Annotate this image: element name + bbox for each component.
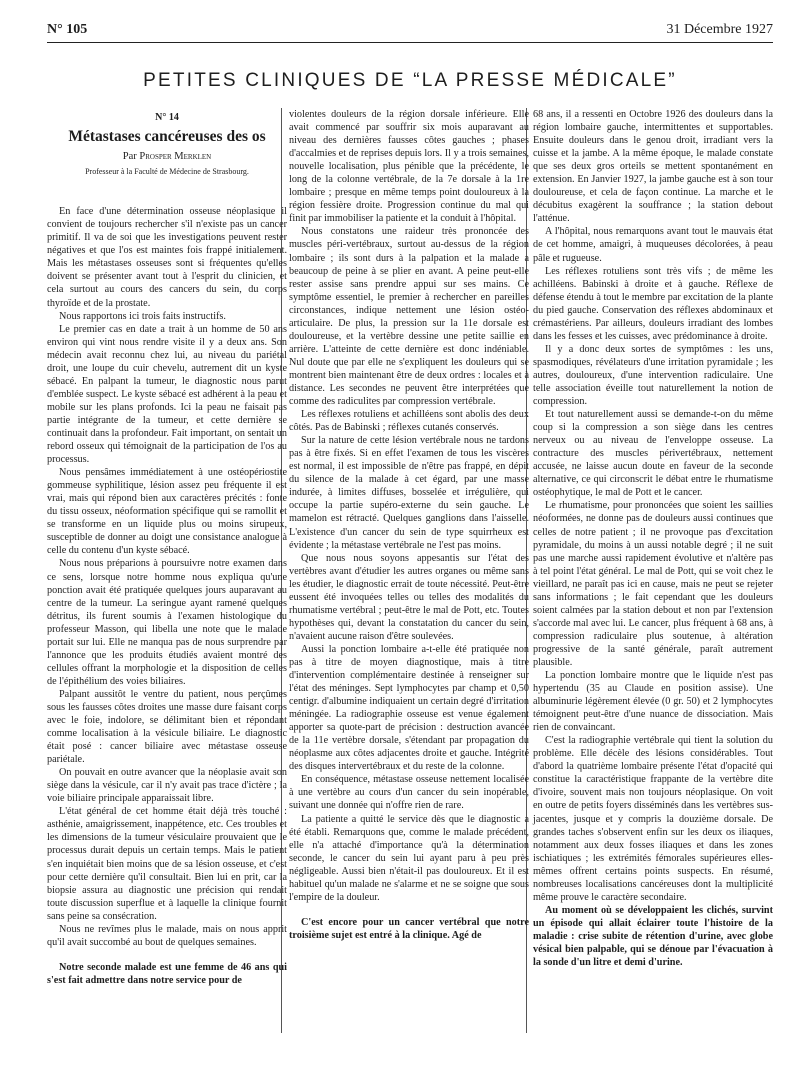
article-number: N° 14 bbox=[155, 112, 179, 123]
byline-prefix: Par bbox=[122, 151, 137, 163]
series-title: PETITES CLINIQUES DE “LA PRESSE MÉDICALE” bbox=[143, 70, 677, 91]
paragraph: Nous pensâmes immédiatement à une ostéopériostite gommeuse syphilitique, lésion assez peu fréquente il est vrai, mais qui répond bien aux caractères précités : fonte du tissu osseux, néoformation spécifique qui se ramollit et se transforme en un liquide plus ou moins sirupeux, susceptible de donner au doigt une consistance analogue à celle du contenu d'un kyste sébacé. bbox=[47, 467, 287, 557]
paragraph: Palpant aussitôt le ventre du patient, nous perçûmes sous les fausses côtes droites une masse dure faisant corps avec le foie, indolore, se délimitant bien et répondant comme localisation à la vésicule biliaire. Le diagnostic était posé : cancer biliaire avec métastase osseuse pariétale. bbox=[47, 688, 287, 766]
column-3 bbox=[533, 108, 773, 969]
paragraph: Les réflexes rotuliens sont très vifs ; de même les achilléens. Babinski à droite et à gauche. Réflexe de défense étendu à tout le membre par excitation de la plante du pied gauche. Conservation des réflexes abdominaux et crémastériens. Par ailleurs, douleurs irradiant des lombes dans les fesses et les cuisses, avec prédominance à droite. bbox=[533, 265, 773, 342]
paragraph: Le premier cas en date a trait à un homme de 50 ans environ qui vint nous rendre visite il y a deux ans. Son médecin avait reconnu chez lui, au niveau du pariétal droit, une loupe du cuir chevelu, autrement dit un kyste sébacé. En palpant la tumeur, le diagnostic nous parut d'emblée suspect. Le kyste sébacé est adhérent à la peau et mobile sur les plans profonds. Ici la peau ne faisait pas partie intégrante de la tumeur, et cette dernière se continuait dans la profondeur. Fait important, on sentait un rebord osseux qui témoignait de la participation de l'os au processus. bbox=[47, 323, 287, 466]
issue-number: N° 105 bbox=[47, 22, 88, 37]
paragraph-case-3-intro: C'est encore pour un cancer vertébral que notre troisième sujet est entré à la clinique. Agé de bbox=[289, 916, 529, 941]
paragraph: A l'hôpital, nous remarquons avant tout le mauvais état de cet homme, amaigri, à muqueuses décolorées, à peau pâle et rugueuse. bbox=[533, 226, 773, 264]
author-name: Prosper Merklen bbox=[139, 151, 212, 163]
paragraph: Nous ne revîmes plus le malade, mais on nous apprit qu'il avait succombé au bout de quelques semaines. bbox=[47, 923, 287, 948]
paragraph: Sur la nature de cette lésion vertébrale nous ne tardons pas à être fixés. Si en effet l'examen de tous les viscères est normal, il est impossible de n'être pas frappé, en dépit du silence de la malade à cet égard, par une masse indurée, à limites diffuses, bosselée et irrégulière, qui occupe la partie supéro-externe du sein gauche. Le mamelon est rétracté. Quelques ganglions dans l'aisselle. L'existence d'un cancer du sein de type squirrheux est évidente ; la métastase vertébrale ne l'est pas moins. bbox=[289, 435, 529, 551]
paragraph: Nous nous préparions à poursuivre notre examen dans ce sens, lorsque notre homme nous expliqua qu'une ponction avait été pratiquée quelques jours auparavant au centre de la tumeur. La seringue ayant ramené quelques détritus, ils furent soumis à l'examen histologique du professeur Masson, qui libella une note que le malade portait sur lui. Elle ne manqua pas de nous surprendre par l'annonce que les produits étudiés avaient montré des cellules offrant la morphologie et la disposition de celles de l'épithélium des voies biliaires. bbox=[47, 558, 287, 687]
paragraph: Et tout naturellement aussi se demande-t-on du même coup si la compression a son siège dans les centres nerveux ou au niveau de l'enveloppe osseuse. La contracture des muscles périvertébraux, nettement accusée, ne laisse aucun doute en faveur de la seconde alternative, ce qui circonscrit le débat entre le rhumatisme ostéophytique, le mal de Pott et le cancer. bbox=[533, 409, 773, 499]
page-header bbox=[47, 22, 773, 43]
paragraph: Les réflexes rotuliens et achilléens sont abolis des deux côtés. Pas de Babinski ; réflexes cutanés conservés. bbox=[289, 409, 529, 434]
paragraph: Au moment où se développaient les clichés, survint un épisode qui allait éclairer toute l'histoire de la maladie : crise subite de rétention d'urine, avec globe vésical bien palpable, qui se dénoue par l'évacuation à la sonde d'un litre et demi d'urine. bbox=[533, 904, 773, 969]
column-1 bbox=[47, 108, 287, 1040]
paragraph: La patiente a quitté le service dès que le diagnostic a été établi. Remarquons que, comme le malade précédent, elle n'a attaché d'importance qu'à la détermination seconde, le cancer du sein lui ayant paru à peu près négligeable. Aussi bien n'était-il pas douloureux. Et il est habituel qu'un malade ne s'alarme et ne se soigne que sous l'empire de la douleur. bbox=[289, 813, 529, 903]
paragraph: Nous rapportons ici trois faits instructifs. bbox=[59, 310, 226, 322]
issue-date: 31 Décembre 1927 bbox=[666, 22, 773, 37]
paragraph: Il y a donc deux sortes de symptômes : les uns, spasmodiques, révélateurs d'une irritation pyramidale ; les autres, douloureux, d'une intervention radiculaire. Une telle association éveille tout naturellement la notion de compression. bbox=[533, 343, 773, 408]
paragraph: Aussi la ponction lombaire a-t-elle été pratiquée non pas à titre de moyen diagnostique, mais à titre d'intervention complémentaire destinée à renseigner sur l'état des méninges. Sept lymphocytes par champ et 0,50 centigr. d'albumine indiquaient un certain degré d'irritation méningée. La radiographie osseuse est venue également apporter sa quote-part de précision : destruction avancée de la 11e vertèbre dorsale, s'étendant par propagation du néoplasme aux côtes adjacentes droite et gauche. Intégrité des disques intervertébraux et du reste de la colonne. bbox=[289, 643, 529, 773]
paragraph: C'est la radiographie vertébrale qui tient la solution du problème. Elle décèle des lésions considérables. Tout d'abord la quatrième lombaire présente l'état d'opacité qui constitue la caractéristique frappante de la vertèbre dite d'ivoire, souvent mais non toujours néoplasique. On voit en outre de petits foyers disséminés dans les vertèbres sus-jacentes, jusque et y compris la douzième dorsale. De grandes taches s'observent enfin sur les deux os iliaques, notamment aux deux fosses iliaques et dans les zones ischiatiques ; les extrémités fémorales supérieures elles-mêmes offrent certains points suspects. En résumé, nombreuses localisations cancéreuses dont la multiplicité même prouve le caractère secondaire. bbox=[533, 735, 773, 903]
author-affiliation: Professeur à la Faculté de Médecine de Strasbourg. bbox=[85, 167, 249, 177]
column-2 bbox=[289, 108, 529, 1040]
paragraph: Que nous nous soyons appesantis sur l'état des vertèbres avant d'étudier les autres organes ou même sans les étudier, le diagnostic errait de toute nécessité. Peut-être eussent été invoquées telles ou telles des modalités du rhumatisme vertébral ; peut-être le mal de Pott, etc. Toutes hypothèses qui, devant la constatation du cancer du sein, n'avaient aucune raison d'être soulevées. bbox=[289, 552, 529, 642]
paragraph: En conséquence, métastase osseuse nettement localisée à une vertèbre au cours d'un cancer du sein inopérable, suivant une donnée qui n'offre rien de rare. bbox=[289, 774, 529, 812]
paragraph: La ponction lombaire montre que le liquide n'est pas hypertendu (35 au Claude en position assise). Une albuminurie légèrement élevée (0 gr. 50) et 2 lymphocytes témoignent peut-être d'une nuance de dissociation. Mais rien de convaincant. bbox=[533, 670, 773, 734]
article-title: Métastases cancéreuses des os bbox=[68, 128, 266, 146]
paragraph: Le rhumatisme, pour prononcées que soient les saillies néoformées, ne donne pas de douleurs aussi continues que celles de notre patient ; il ne provoque pas d'excitation pyramidale, du moins à un aussi notable degré ; il ne suit pas une marche aussi rapidement évolutive et n'altère pas à tel point l'état général. Le mal de Pott, qui se voit chez le vieillard, ne paraît pas ici en cause, mais ne peut se rejeter sans informations ; le fait cependant que les douleurs soient calmées par la station debout et non par l'extension s'accorde mal avec lui. Le cancer, plus fréquent à 68 ans, à compression radiculaire plus soutenue, à altération progressive de la santé générale, paraît autrement plausible. bbox=[533, 500, 773, 668]
paragraph: 68 ans, il a ressenti en Octobre 1926 des douleurs dans la région lombaire gauche, intermittentes et supportables. Ensuite douleurs dans le genou droit, irradiant vers la cuisse et la jambe. A la même époque, le malade constate que ses deux gros orteils se mettent spontanément en extension. En Janvier 1927, la jambe gauche est à son tour douloureuse, et cela de façon continue. La marche et le décubitus exagèrent la souffrance ; la station debout l'atténue. bbox=[533, 109, 773, 225]
paragraph: On pouvait en outre avancer que la néoplasie avait son siège dans la vésicule, car il n'y avait pas trace d'ictère ; la voie biliaire principale apparaissait libre. bbox=[47, 767, 287, 805]
paragraph: violentes douleurs de la région dorsale inférieure. Elle avait commencé par souffrir six mois auparavant au niveau des dernières fausses côtes gauches ; phases d'accalmies et de reprises depuis lors. Il y a trois semaines, nouvelle localisation, plus pénible que la précédente, le long de la colonne vertébrale, de la 7e dorsale à la 1re lombaire ; presque en même temps point douloureux à la région fessière droite. Progression continue du mal qui finit par immobiliser la patiente et la conduit à l'hôpital. bbox=[289, 109, 529, 225]
paragraph: L'état général de cet homme était déjà très touché : asthénie, amaigrissement, inappétence, etc. Ces troubles et les dimensions de la tumeur vésiculaire prouvaient que le processus durait depuis un certain temps. Mais le patient s'en inquiétait bien moins que de sa lésion osseuse, et c'est pour cette dernière qu'il consultait. Bien lui en prit, car la biopsie assura au diagnostic une précision qui rendait toute discussion superflue et à laquelle la clinique fournit sans peine sa consécration. bbox=[47, 806, 287, 922]
paragraph: Nous constatons une raideur très prononcée des muscles péri-vertébraux, surtout au-dessus de la région lombaire ; ils sont durs à la palpation et la malade a beaucoup de peine à se plier en avant. A peine peut-elle rester assise sans prendre appui sur ses mains. Ce symptôme essentiel, le premier à rechercher en pareilles circonstances, indique nettement une lésion ostéo-articulaire. De plus, la pression sur la 11e dorsale est douloureuse, et la vertèbre dessine une petite saillie en arrière. L'atteinte de cette dernière est donc indéniable. Nul doute que par elle ne s'expliquent les douleurs qui se montrent bien maintenant être de deux ordres : locales et à distance. Les secondes ne peuvent être interprétées que comme des radiculites par compression vertébrale. bbox=[289, 226, 529, 408]
paragraph: En face d'une détermination osseuse néoplasique il convient de toujours rechercher s'il n'existe pas un cancer primitif. Il va de soi que les investigations peuvent rester négatives et que l'os est maintes fois frappé initialement. Mais les métastases osseuses sont si fréquentes qu'elles doivent se présenter avant tout à l'esprit du clinicien, et cela surtout au cours des cancers du sein, du corps thyroïde et de la prostate. bbox=[47, 206, 287, 309]
byline bbox=[47, 150, 287, 163]
paragraph-case-2-intro: Notre seconde malade est une femme de 46 ans qui s'est fait admettre dans notre service pour de bbox=[47, 961, 287, 986]
